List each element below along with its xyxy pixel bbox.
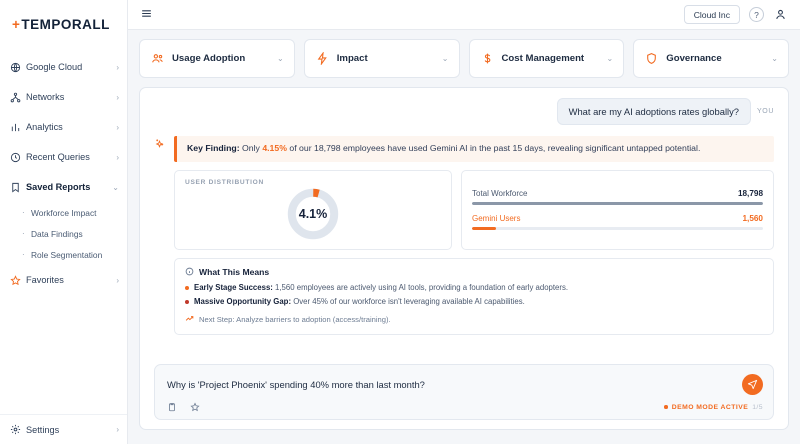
- bullet-icon: [185, 300, 189, 304]
- workspace-selector[interactable]: Cloud Inc: [684, 5, 740, 24]
- chevron-right-icon: ›: [116, 275, 119, 285]
- help-icon[interactable]: ?: [749, 7, 764, 22]
- category-usage-adoption[interactable]: [139, 39, 295, 78]
- bullet-icon: ·: [22, 229, 25, 238]
- star-icon: [10, 275, 26, 286]
- brand-logo[interactable]: [0, 6, 127, 42]
- means-item-opportunity-gap: [185, 297, 763, 306]
- sidebar-subitem-role-segmentation[interactable]: [0, 244, 127, 265]
- sidebar-item-label: Saved Reports: [26, 182, 91, 192]
- you-label: YOU: [757, 108, 774, 115]
- metrics-row: [174, 170, 774, 250]
- people-icon: [150, 51, 165, 66]
- chevron-right-icon: ›: [116, 62, 119, 72]
- clipboard-icon[interactable]: [167, 402, 181, 412]
- chevron-right-icon: ›: [116, 92, 119, 102]
- brand-logo-text: [12, 17, 110, 32]
- info-icon: [185, 267, 194, 278]
- assistant-avatar-icon: [154, 136, 167, 335]
- network-icon: [10, 92, 26, 103]
- assistant-message-row: [154, 136, 774, 335]
- category-label: Impact: [336, 53, 368, 64]
- what-this-means-title: What This Means: [199, 267, 270, 278]
- sidebar-item-label: Recent Queries: [26, 152, 90, 162]
- bullet-icon: ·: [22, 208, 25, 217]
- sidebar-item-label: Favorites: [26, 275, 64, 285]
- assistant-message-body: [174, 136, 774, 335]
- next-step-text: Next Step: Analyze barriers to adoption (access/training).: [199, 314, 391, 324]
- composer-wrap: [140, 364, 788, 429]
- sidebar-item-analytics[interactable]: [0, 112, 127, 142]
- chevron-down-icon: ⌄: [441, 54, 449, 63]
- composer: [154, 364, 774, 420]
- means-item-text: [194, 283, 568, 292]
- what-this-means-header: [185, 267, 763, 278]
- category-impact[interactable]: [304, 39, 460, 78]
- brand-name: TEMPORALL: [21, 16, 110, 32]
- brand-plus-icon: +: [12, 16, 21, 32]
- sidebar-spacer: [0, 295, 127, 414]
- sidebar-item-label: Google Cloud: [26, 62, 83, 72]
- sidebar-item-networks[interactable]: [0, 82, 127, 112]
- stat-bar-track: [472, 202, 763, 205]
- composer-top: [167, 374, 763, 395]
- topbar-actions: [684, 5, 788, 24]
- clock-icon: [10, 152, 26, 163]
- means-item-bold: Early Stage Success:: [194, 282, 273, 292]
- sidebar-item-label: Networks: [26, 92, 65, 102]
- bullet-icon: ·: [22, 250, 25, 259]
- chat-panel: [139, 87, 789, 430]
- user-distribution-card: [174, 170, 452, 250]
- chevron-down-icon: ⌄: [606, 54, 614, 63]
- sidebar-subitem-workforce-impact[interactable]: [0, 202, 127, 223]
- key-finding-accent: 4.15%: [262, 143, 287, 153]
- cloud-icon: [10, 62, 26, 73]
- stat-bar-fill: [472, 227, 496, 230]
- chat-input[interactable]: Why is 'Project Phoenix' spending 40% more than last month?: [167, 379, 425, 390]
- donut-chart: [185, 186, 441, 242]
- stat-label: Gemini Users: [472, 214, 521, 224]
- chevron-down-icon: ⌄: [277, 54, 284, 63]
- user-message-row: [154, 98, 774, 125]
- stat-value: 1,560: [742, 214, 763, 224]
- chevron-right-icon: ›: [116, 122, 119, 132]
- demo-mode-status: [664, 404, 763, 411]
- dollar-icon: [480, 51, 495, 66]
- gear-icon: [10, 424, 26, 435]
- star-outline-icon[interactable]: [190, 402, 204, 412]
- trend-up-icon: [185, 314, 194, 325]
- means-item-rest: 1,560 employees are actively using AI tools, providing a foundation of early adopters.: [272, 282, 569, 292]
- demo-mode-count: 1/5: [752, 403, 763, 411]
- stat-value: 18,798: [737, 189, 763, 199]
- category-label: Governance: [666, 53, 722, 64]
- send-button[interactable]: [742, 374, 763, 395]
- sidebar-item-label: Analytics: [26, 122, 63, 132]
- sidebar-item-recent-queries[interactable]: [0, 142, 127, 172]
- chat-scroll-area[interactable]: [140, 88, 788, 364]
- stat-label: Total Workforce: [472, 189, 528, 199]
- sidebar-subitem-label: Data Findings: [31, 228, 83, 239]
- sidebar-nav: [0, 52, 127, 295]
- means-item-bold: Massive Opportunity Gap:: [194, 296, 292, 306]
- next-step-row: [185, 314, 763, 325]
- means-item-early-stage: [185, 283, 763, 292]
- means-item-text: [194, 297, 525, 306]
- stat-bar-track: [472, 227, 763, 230]
- stat-bar-fill: [472, 202, 763, 205]
- chevron-down-icon: ⌄: [112, 182, 119, 192]
- key-finding-before: Only: [239, 143, 263, 153]
- workforce-stats-card: [461, 170, 774, 250]
- key-finding-prefix: Key Finding:: [187, 143, 240, 153]
- shield-icon: [644, 51, 659, 66]
- lightning-icon: [315, 51, 330, 66]
- chevron-down-icon: ⌄: [771, 54, 778, 63]
- means-item-rest: Over 45% of our workforce isn't leveraging available AI capabilities.: [291, 296, 525, 306]
- analytics-icon: [10, 122, 26, 133]
- what-this-means-card: [174, 258, 774, 335]
- key-finding-callout: [174, 136, 774, 162]
- sidebar-item-label: Settings: [26, 424, 60, 435]
- category-governance[interactable]: [633, 39, 789, 78]
- user-distribution-title: USER DISTRIBUTION: [185, 178, 264, 186]
- hamburger-icon[interactable]: [140, 7, 153, 22]
- chevron-right-icon: ›: [116, 152, 119, 162]
- category-label: Usage Adoption: [172, 53, 246, 64]
- category-cost-management[interactable]: [469, 39, 625, 78]
- category-label: Cost Management: [501, 53, 585, 64]
- stat-gemini-users: [472, 214, 763, 230]
- main-area: [128, 0, 800, 444]
- bookmark-icon: [10, 182, 26, 193]
- user-message: What are my AI adoptions rates globally?: [557, 98, 751, 125]
- topbar: [128, 0, 800, 30]
- sidebar-item-settings[interactable]: [0, 414, 127, 444]
- stat-total-workforce: [472, 189, 763, 205]
- sidebar-subitem-data-findings[interactable]: [0, 223, 127, 244]
- demo-mode-label: DEMO MODE ACTIVE: [671, 403, 749, 411]
- sidebar: [0, 0, 128, 444]
- content: [128, 30, 800, 444]
- sidebar-subitem-label: Workforce Impact: [31, 207, 97, 218]
- key-finding-after: of our 18,798 employees have used Gemini AI in the past 15 days, revealing significant untapped potential.: [286, 143, 701, 153]
- bullet-icon: [185, 286, 189, 290]
- status-dot-icon: [664, 405, 668, 409]
- composer-toolbar: [167, 402, 763, 412]
- sidebar-item-favorites[interactable]: [0, 265, 127, 295]
- sidebar-item-google-cloud[interactable]: [0, 52, 127, 82]
- category-row: [139, 39, 789, 78]
- sidebar-item-saved-reports[interactable]: [0, 172, 127, 202]
- donut-center-label: 4.1%: [298, 206, 328, 221]
- chevron-right-icon: ›: [116, 425, 119, 434]
- sidebar-subitem-label: Role Segmentation: [31, 249, 103, 260]
- avatar[interactable]: [773, 7, 788, 22]
